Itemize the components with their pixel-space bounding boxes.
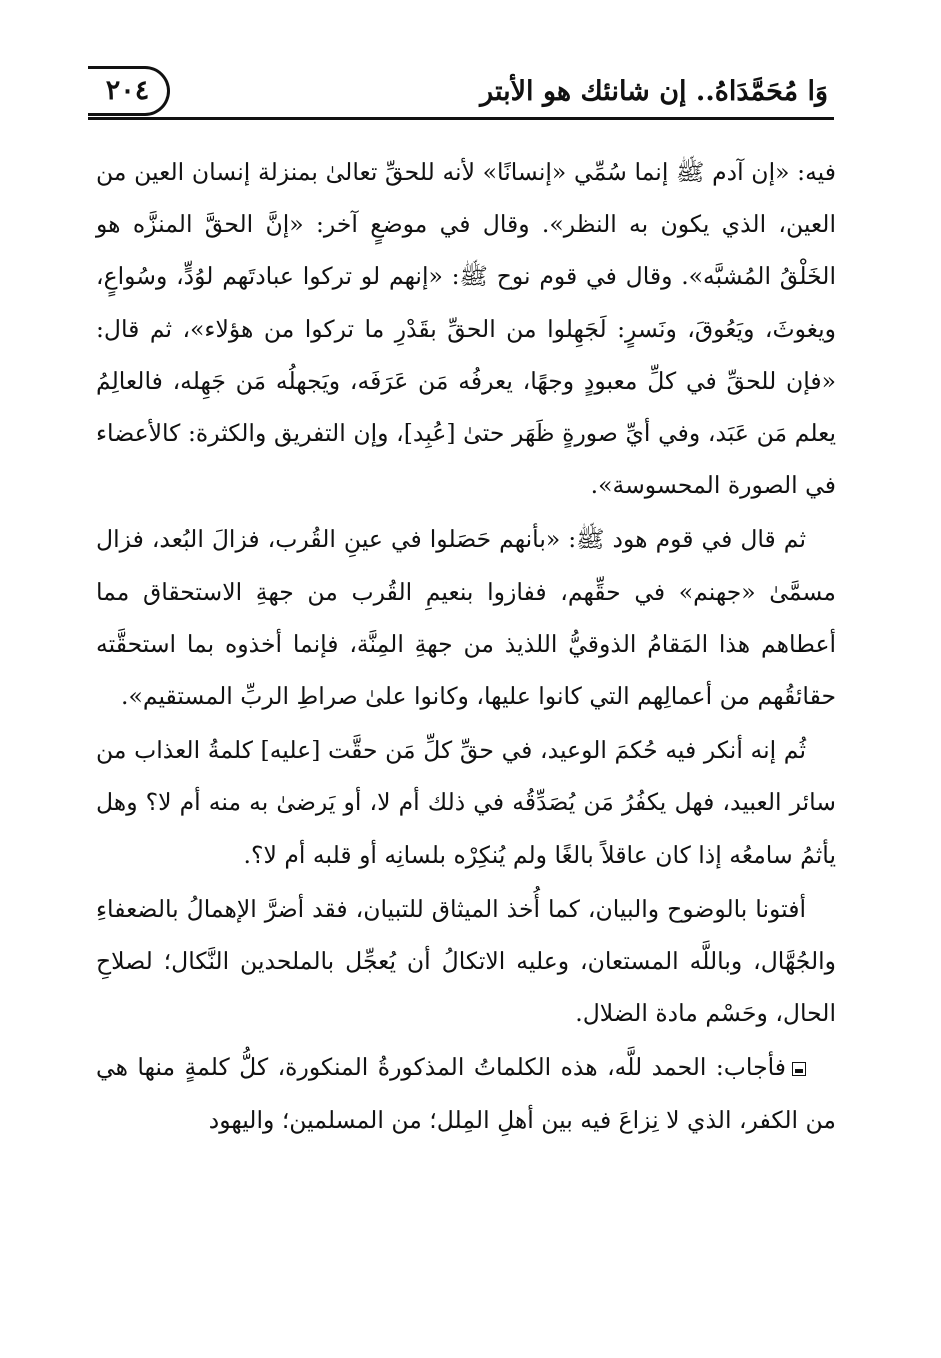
paragraph-3: ثُم إنه أنكر فيه حُكمَ الوعيد، في حقِّ كلِّ مَن حقَّت [عليه] كلمةُ العذاب من سائر العبيد، فهل يكفُرُ مَن يُصَدِّقُه في ذلك أم لا، أو يَرضىٰ به منه أم لا؟ وهل يأثمُ سامعُه إذا كان عاقلاً بالغًا ولم يُنكِرْه بلسانِه أو قلبه أم لا؟. — [96, 736, 836, 869]
answer-marker-icon — [792, 1062, 806, 1076]
paragraph-2: ثم قال في قوم هود ﷺ: «بأنهم حَصَلوا في عينِ القُرب، فزالَ البُعد، فزال مسمَّىٰ «جهنم» في حقِّهم، ففازوا بنعيمِ القُرب من جهةِ الاستحقاق مما أعطاهم هذا المَقامُ الذوقيُّ اللذيذ من جهةِ المِنَّة، فإنما أخذوه بما استحقَّته حقائقُهم من أعمالِهم التي كانوا عليها، وكانوا علىٰ صراطِ الربِّ المستقيم». — [96, 525, 836, 711]
running-title: وَا مُحَمَّدَاهُ.. إن شانئك هو الأبتر — [480, 76, 828, 107]
body-text — [96, 146, 836, 1146]
paragraph-1: فيه: «إن آدم ﷺ إنما سُمِّي «إنسانًا» لأنه للحقِّ تعالىٰ بمنزلة إنسان العين من العين، الذي يكون به النظر». وقال في موضعٍ آخر: «إنَّ الحقَّ المنزَّه هو الخَلْقُ المُشبَّه». وقال في قوم نوح ﷺ: «إنهم لو تركوا عبادتَهم لوُدٍّ، وسُواعٍ، ويغوثَ، ويَعُوقَ، ونَسرٍ: لَجَهِلوا من الحقِّ بقَدْرِ ما تركوا من هؤلاء»، ثم قال: «فإن للحقِّ في كلِّ معبودٍ وجهًا، يعرفُه مَن عَرَفَه، ويَجهلُه مَن جَهِله، فالعالِمُ يعلم مَن عَبَد، وفي أيِّ صورةٍ ظَهَر حتىٰ [عُبِد]، وإن التفريق والكثرة: كالأعضاء في الصورة المحسوسة». — [96, 158, 836, 500]
paragraph-5-text: فأجاب: الحمد للَّه، هذه الكلماتُ المذكورةُ المنكورة، كلُّ كلمةٍ منها هي من الكفر، الذي لا نِزاعَ فيه بين أهلِ المِلل؛ من المسلمين؛ واليهود — [96, 1053, 836, 1134]
header-rule — [88, 117, 834, 120]
page-header — [88, 62, 834, 120]
paragraph-5 — [96, 1041, 836, 1145]
paragraph-4: أفتونا بالوضوح والبيان، كما أُخذ الميثاق للتبيان، فقد أضرَّ الإهمالُ بالضعفاءِ والجُهَّال، وباللَّه المستعان، وعليه الاتكالُ أن يُعجِّل بالملحدين النَّكال؛ لصلاحِ الحال، وحَسْم مادة الضلال. — [96, 894, 836, 1028]
page-number: ٢٠٤ — [88, 66, 170, 116]
